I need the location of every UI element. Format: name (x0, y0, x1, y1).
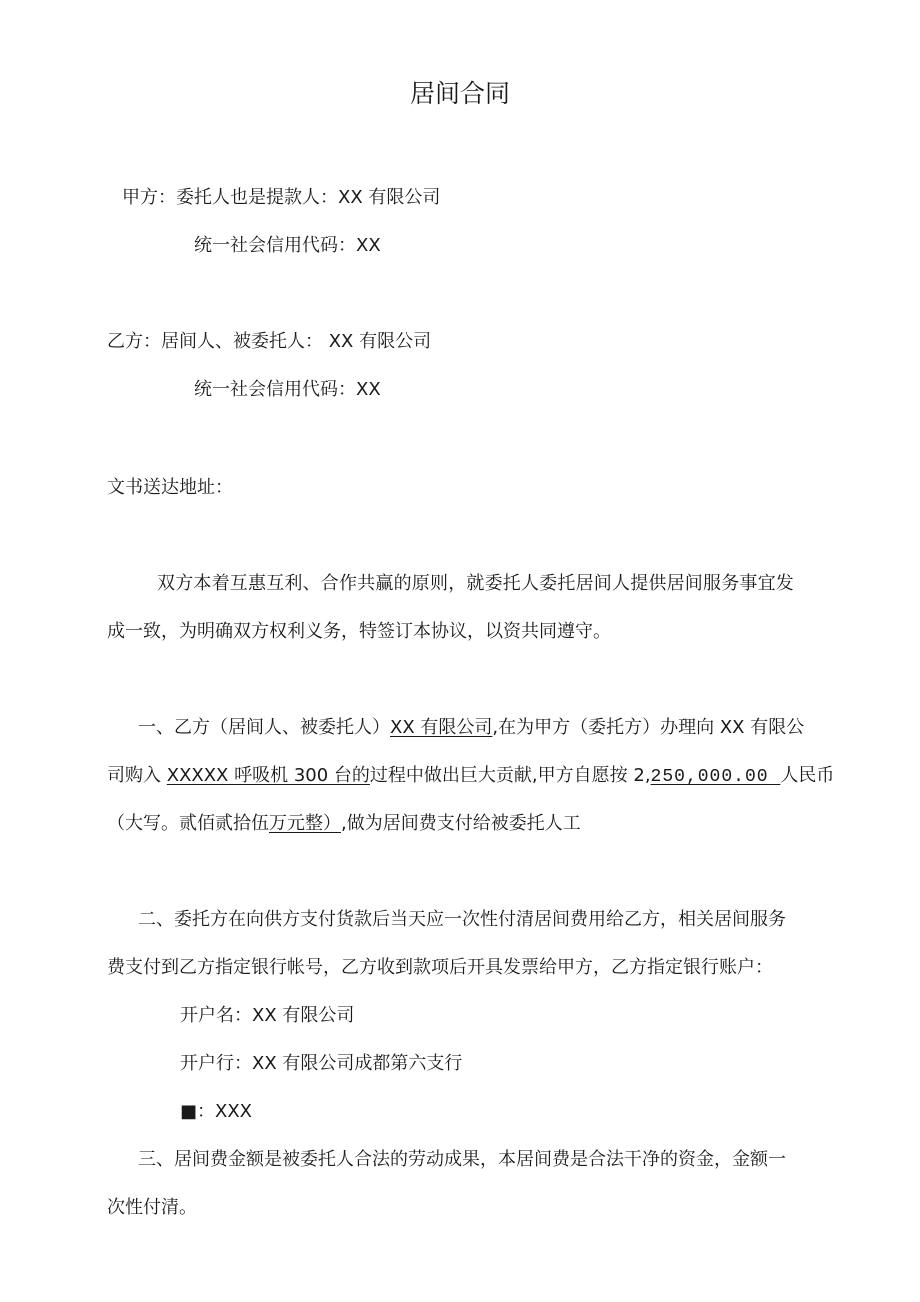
party-b-credit-code: 统一社会信用代码：XX (194, 379, 381, 400)
clause-1-party-b-name: XX 有限公司 (390, 717, 493, 738)
clause-1-line-2 (107, 764, 834, 789)
clause-1-line-3-rest: ,做为居间费支付给被委托人工 (341, 813, 581, 834)
clause-1-party-b-role: 一、乙方（居间人、被委托人） (138, 717, 390, 738)
bank-branch-name: 开户行：XX 有限公司成都第六支行 (180, 1053, 463, 1074)
party-b-label: 乙方：居间人、被委托人： XX 有限公司 (107, 331, 432, 352)
contract-title: 居间合同 (409, 79, 510, 108)
clause-2-line-1: 二、委托方在向供方支付货款后当天应一次性付清居间费用给乙方，相关居间服务 (138, 909, 786, 930)
clause-1-purchase-prefix: 司购入 (107, 765, 167, 786)
clause-1-amount-words: 万元整） (269, 813, 341, 834)
clause-2-line-2: 费支付到乙方指定银行帐号，乙方收到款项后开具发票给甲方，乙方指定银行账户： (107, 957, 773, 978)
preamble-line-1: 双方本着互惠互利、合作共赢的原则，就委托人委托居间人提供居间服务事宜发 (157, 573, 794, 594)
clause-1-line-3 (107, 812, 581, 836)
clause-1-contribution: 过程中做出巨大贡献,甲方自愿按 2, (369, 765, 651, 786)
clause-1-currency: 人民币 (780, 765, 835, 786)
clause-1-purchase-item: XXXXX 呼吸机 300 台的 (166, 765, 370, 786)
bank-account-name: 开户名：XX 有限公司 (180, 1005, 355, 1026)
delivery-address-label: 文书送达地址： (107, 477, 233, 498)
clause-1-amount-words-prefix: （大写。贰佰贰拾伍 (107, 813, 269, 834)
party-a-credit-code: 统一社会信用代码：XX (194, 235, 381, 256)
clause-1-line-1 (138, 716, 804, 740)
preamble-line-2: 成一致，为明确双方权利义务，特签订本协议，以资共同遵守。 (107, 621, 611, 642)
party-a-label: 甲方：委托人也是提款人：XX 有限公司 (122, 187, 441, 208)
clause-3-line-1: 三、居间费金额是被委托人合法的劳动成果，本居间费是合法干净的资金，金额一 (138, 1149, 786, 1170)
clause-3-line-2: 次性付清。 (107, 1197, 197, 1218)
clause-1-line-1-rest: ,在为甲方（委托方）办理向 XX 有限公 (492, 717, 805, 738)
clause-1-amount: 250,000.00 (650, 767, 781, 787)
bank-account-number: ■：XXX (180, 1101, 252, 1122)
